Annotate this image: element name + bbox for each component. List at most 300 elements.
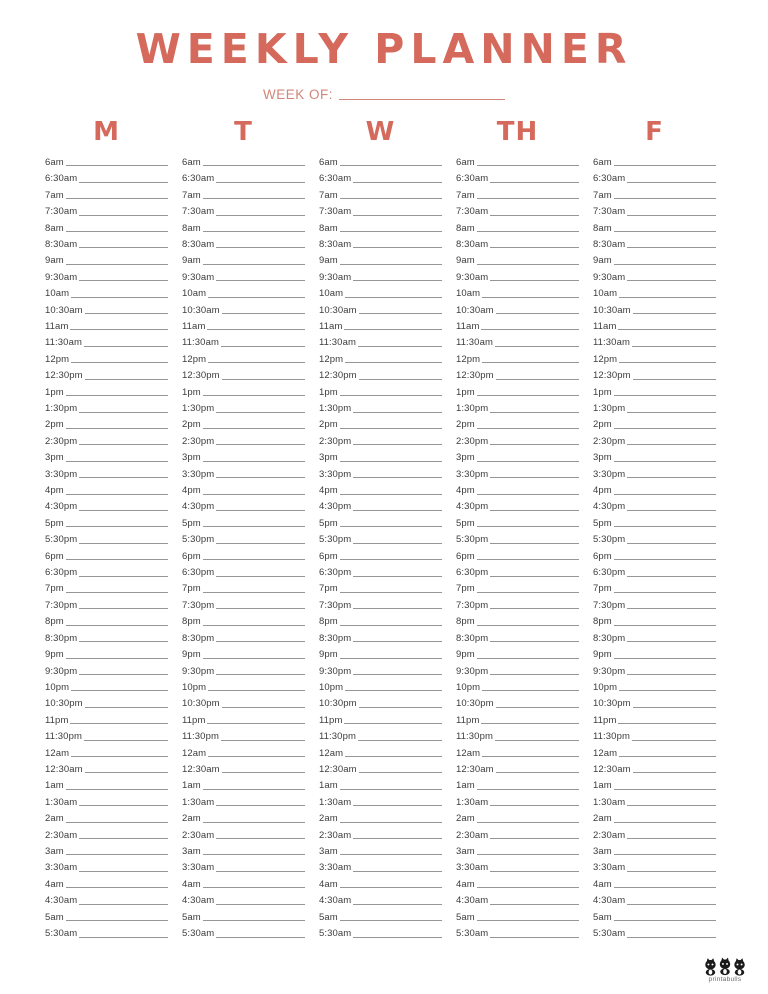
time-row (456, 826, 579, 842)
time-row (319, 793, 442, 809)
time-label: 2am (593, 813, 612, 825)
write-line (340, 854, 442, 855)
write-line (477, 494, 579, 495)
write-line (71, 362, 168, 363)
time-row (319, 612, 442, 628)
time-label: 12:30am (593, 763, 631, 775)
time-row (456, 465, 579, 481)
time-row (182, 875, 305, 891)
write-line (79, 937, 168, 938)
time-label: 6:30pm (593, 567, 626, 579)
write-line (477, 526, 579, 527)
time-label: 5:30am (182, 928, 215, 939)
write-line (614, 854, 716, 855)
write-line (627, 412, 716, 413)
write-line (340, 461, 442, 462)
time-label: 11am (593, 320, 617, 332)
write-line (490, 838, 579, 839)
write-line (340, 789, 442, 790)
time-label: 7:30am (456, 206, 489, 218)
day-column-wednesday (319, 116, 442, 941)
time-row (182, 465, 305, 481)
time-label: 3am (319, 845, 338, 857)
time-label: 11am (182, 320, 206, 332)
write-line (353, 444, 442, 445)
time-row (182, 612, 305, 628)
time-label: 3am (182, 845, 201, 857)
write-line (614, 231, 716, 232)
time-label: 3pm (45, 452, 64, 464)
time-row (319, 858, 442, 874)
write-line (203, 559, 305, 560)
time-label: 3:30am (593, 862, 626, 874)
time-label: 3pm (182, 452, 201, 464)
write-line (490, 904, 579, 905)
time-label: 4am (45, 878, 64, 890)
write-line (344, 329, 442, 330)
time-label: 12pm (182, 353, 207, 365)
write-line (340, 231, 442, 232)
time-row (593, 858, 716, 874)
time-row (319, 169, 442, 185)
write-line (614, 789, 716, 790)
write-line (216, 576, 305, 577)
time-label: 1am (456, 780, 475, 792)
write-line (70, 329, 168, 330)
time-label: 4pm (182, 485, 201, 497)
write-line (203, 592, 305, 593)
time-label: 1:30pm (456, 403, 489, 414)
time-label: 11:30pm (45, 731, 82, 743)
time-label: 6:30am (182, 173, 215, 185)
time-row (182, 186, 305, 202)
time-row (319, 416, 442, 432)
write-line (627, 182, 716, 183)
write-line (353, 674, 442, 675)
time-row (45, 580, 168, 596)
write-line (79, 608, 168, 609)
time-row (319, 432, 442, 448)
time-label: 10:30am (456, 304, 494, 316)
write-line (619, 362, 716, 363)
time-row (456, 908, 579, 924)
time-row (456, 629, 579, 645)
time-label: 4pm (319, 485, 338, 497)
write-line (614, 559, 716, 560)
time-label: 1am (45, 780, 64, 792)
write-line (614, 625, 716, 626)
time-row (45, 514, 168, 530)
time-row (593, 694, 716, 710)
write-line (482, 690, 579, 691)
write-line (203, 494, 305, 495)
write-line (627, 608, 716, 609)
time-label: 6am (182, 156, 201, 168)
time-row (593, 416, 716, 432)
time-row (45, 301, 168, 317)
write-line (490, 444, 579, 445)
write-line (66, 887, 168, 888)
time-label: 10:30pm (45, 698, 83, 710)
write-line (66, 526, 168, 527)
time-row (182, 530, 305, 546)
write-line (208, 362, 305, 363)
write-line (216, 871, 305, 872)
time-label: 10:30am (319, 304, 357, 316)
time-label: 2am (45, 813, 64, 825)
write-line (203, 198, 305, 199)
time-label: 7am (456, 189, 475, 201)
write-line (66, 395, 168, 396)
time-row (456, 448, 579, 464)
time-label: 8am (593, 222, 612, 234)
time-row (182, 793, 305, 809)
time-row (182, 711, 305, 727)
time-row (45, 399, 168, 415)
write-line (66, 822, 168, 823)
write-line (340, 526, 442, 527)
write-line (340, 165, 442, 166)
time-row (319, 186, 442, 202)
time-row (45, 268, 168, 284)
time-label: 7:30pm (593, 599, 626, 611)
write-line (627, 576, 716, 577)
time-label: 11pm (456, 714, 480, 726)
time-label: 4pm (45, 485, 64, 497)
time-row (319, 678, 442, 694)
write-line (79, 247, 168, 248)
time-label: 3:30pm (456, 468, 489, 480)
time-label: 6am (593, 156, 612, 168)
time-label: 11pm (182, 714, 206, 726)
time-label: 7pm (45, 583, 64, 595)
time-row (45, 202, 168, 218)
time-label: 12pm (319, 353, 344, 365)
write-line (216, 838, 305, 839)
time-label: 1:30pm (45, 403, 78, 414)
time-label: 1:30am (456, 796, 489, 808)
write-line (627, 838, 716, 839)
write-line (627, 904, 716, 905)
write-line (222, 772, 305, 773)
time-row (182, 629, 305, 645)
time-label: 12:30pm (456, 370, 494, 382)
write-line (619, 297, 716, 298)
write-line (340, 494, 442, 495)
write-line (477, 658, 579, 659)
time-label: 9am (182, 255, 201, 267)
write-line (614, 264, 716, 265)
time-row (45, 924, 168, 940)
time-label: 9pm (182, 649, 201, 661)
write-line (203, 854, 305, 855)
write-line (203, 887, 305, 888)
time-row (456, 547, 579, 563)
time-label: 7:30am (45, 206, 78, 218)
write-line (340, 264, 442, 265)
time-label: 4am (456, 878, 475, 890)
time-label: 1pm (45, 386, 64, 398)
time-label: 4:30pm (45, 501, 78, 513)
time-label: 1am (182, 780, 201, 792)
day-column-friday (593, 116, 716, 941)
write-line (85, 772, 168, 773)
time-label: 5:30pm (456, 534, 489, 546)
write-line (353, 543, 442, 544)
time-row (593, 284, 716, 300)
write-line (340, 428, 442, 429)
time-label: 11pm (319, 714, 343, 726)
write-line (203, 395, 305, 396)
time-row (456, 186, 579, 202)
time-row (182, 776, 305, 792)
time-row (182, 924, 305, 940)
time-label: 2pm (319, 419, 338, 431)
write-line (216, 280, 305, 281)
time-label: 5am (182, 911, 201, 923)
time-row (45, 530, 168, 546)
time-label: 11:30am (456, 337, 493, 349)
write-line (477, 165, 579, 166)
write-line (216, 412, 305, 413)
time-label: 5pm (45, 517, 64, 529)
write-line (79, 838, 168, 839)
time-label: 12:30am (182, 763, 220, 775)
time-row (182, 858, 305, 874)
time-row (593, 580, 716, 596)
time-row (45, 317, 168, 333)
write-line (477, 428, 579, 429)
time-label: 8:30am (593, 238, 626, 250)
write-line (85, 313, 168, 314)
write-line (482, 756, 579, 757)
write-line (79, 477, 168, 478)
write-line (614, 494, 716, 495)
write-line (490, 215, 579, 216)
time-label: 12:30am (319, 763, 357, 775)
time-label: 10:30pm (593, 698, 631, 710)
time-row (456, 858, 579, 874)
time-row (319, 465, 442, 481)
time-row (456, 416, 579, 432)
time-row (45, 251, 168, 267)
time-row (45, 235, 168, 251)
write-line (340, 658, 442, 659)
time-label: 7:30am (182, 206, 215, 218)
write-line (481, 329, 579, 330)
write-line (216, 641, 305, 642)
day-header-wednesday: W (365, 117, 396, 147)
time-label: 11am (319, 320, 343, 332)
write-line (627, 937, 716, 938)
time-label: 4:30pm (456, 501, 489, 513)
time-row (182, 383, 305, 399)
time-label: 11:30pm (593, 731, 630, 743)
time-label: 3pm (319, 452, 338, 464)
time-label: 2:30pm (593, 435, 626, 447)
time-label: 7pm (182, 583, 201, 595)
time-row (456, 662, 579, 678)
write-line (481, 723, 579, 724)
time-label: 9pm (45, 649, 64, 661)
write-line (353, 576, 442, 577)
write-line (203, 822, 305, 823)
time-label: 4am (182, 878, 201, 890)
write-line (353, 182, 442, 183)
time-label: 12:30am (456, 763, 494, 775)
time-row (45, 678, 168, 694)
write-line (477, 854, 579, 855)
time-label: 9:30am (45, 271, 78, 283)
time-row (319, 694, 442, 710)
time-label: 12pm (45, 353, 70, 365)
time-row (593, 251, 716, 267)
time-row (45, 711, 168, 727)
time-row (319, 629, 442, 645)
time-label: 2pm (456, 419, 475, 431)
write-line (359, 772, 442, 773)
write-line (477, 559, 579, 560)
write-line (208, 756, 305, 757)
time-label: 5am (593, 911, 612, 923)
write-line (496, 313, 579, 314)
time-row (456, 153, 579, 169)
time-row (319, 284, 442, 300)
time-label: 5:30am (319, 928, 352, 939)
time-label: 5am (456, 911, 475, 923)
time-row (182, 202, 305, 218)
time-row (593, 908, 716, 924)
write-line (490, 641, 579, 642)
time-label: 10pm (593, 681, 618, 693)
time-row (319, 153, 442, 169)
write-line (79, 576, 168, 577)
write-line (85, 707, 168, 708)
time-row (319, 350, 442, 366)
time-row (45, 563, 168, 579)
write-line (477, 198, 579, 199)
time-label: 2pm (593, 419, 612, 431)
time-row (182, 826, 305, 842)
time-row (182, 153, 305, 169)
write-line (71, 297, 168, 298)
write-line (614, 395, 716, 396)
time-row (45, 350, 168, 366)
write-line (66, 165, 168, 166)
time-label: 12pm (456, 353, 481, 365)
write-line (633, 313, 716, 314)
write-line (216, 477, 305, 478)
time-label: 5pm (593, 517, 612, 529)
time-row (319, 399, 442, 415)
time-row (593, 711, 716, 727)
write-line (353, 215, 442, 216)
time-row (593, 465, 716, 481)
time-row (45, 498, 168, 514)
time-row (593, 481, 716, 497)
write-line (216, 904, 305, 905)
time-row (182, 498, 305, 514)
time-label: 9pm (456, 649, 475, 661)
time-row (593, 169, 716, 185)
time-row (45, 662, 168, 678)
time-row (182, 284, 305, 300)
time-row (45, 465, 168, 481)
time-row (45, 776, 168, 792)
write-line (477, 592, 579, 593)
time-row (45, 760, 168, 776)
time-label: 10pm (182, 681, 207, 693)
write-line (340, 559, 442, 560)
time-label: 7am (182, 189, 201, 201)
time-row (456, 727, 579, 743)
write-line (79, 444, 168, 445)
time-row (456, 530, 579, 546)
time-label: 11:30pm (182, 731, 219, 743)
time-label: 3am (456, 845, 475, 857)
write-line (66, 231, 168, 232)
time-row (593, 891, 716, 907)
time-row (182, 760, 305, 776)
time-row (593, 366, 716, 382)
write-line (627, 543, 716, 544)
time-row (319, 727, 442, 743)
time-label: 10pm (319, 681, 344, 693)
time-label: 11pm (593, 714, 617, 726)
time-row (593, 629, 716, 645)
write-line (66, 592, 168, 593)
time-row (182, 908, 305, 924)
write-line (633, 772, 716, 773)
time-row (456, 711, 579, 727)
time-label: 8pm (182, 616, 201, 628)
time-row (45, 153, 168, 169)
write-line (353, 838, 442, 839)
time-row (182, 481, 305, 497)
time-row (319, 662, 442, 678)
write-line (340, 395, 442, 396)
time-row (319, 580, 442, 596)
write-line (627, 510, 716, 511)
time-row (319, 251, 442, 267)
time-label: 12am (593, 747, 618, 759)
time-label: 5:30pm (182, 534, 215, 546)
time-label: 1:30pm (182, 403, 215, 414)
time-label: 12:30am (45, 763, 83, 775)
write-line (614, 822, 716, 823)
time-row (45, 842, 168, 858)
time-label: 4:30pm (319, 501, 352, 513)
write-line (633, 707, 716, 708)
time-label: 5pm (456, 517, 475, 529)
write-line (359, 707, 442, 708)
time-label: 8am (45, 222, 64, 234)
write-line (614, 658, 716, 659)
time-label: 9am (456, 255, 475, 267)
write-line (359, 313, 442, 314)
time-row (182, 169, 305, 185)
write-line (477, 887, 579, 888)
time-row (182, 219, 305, 235)
write-line (490, 674, 579, 675)
write-line (618, 329, 716, 330)
time-row (456, 219, 579, 235)
write-line (627, 641, 716, 642)
time-row (456, 793, 579, 809)
time-label: 2:30pm (45, 435, 78, 447)
time-row (593, 678, 716, 694)
time-label: 9:30pm (456, 665, 489, 677)
